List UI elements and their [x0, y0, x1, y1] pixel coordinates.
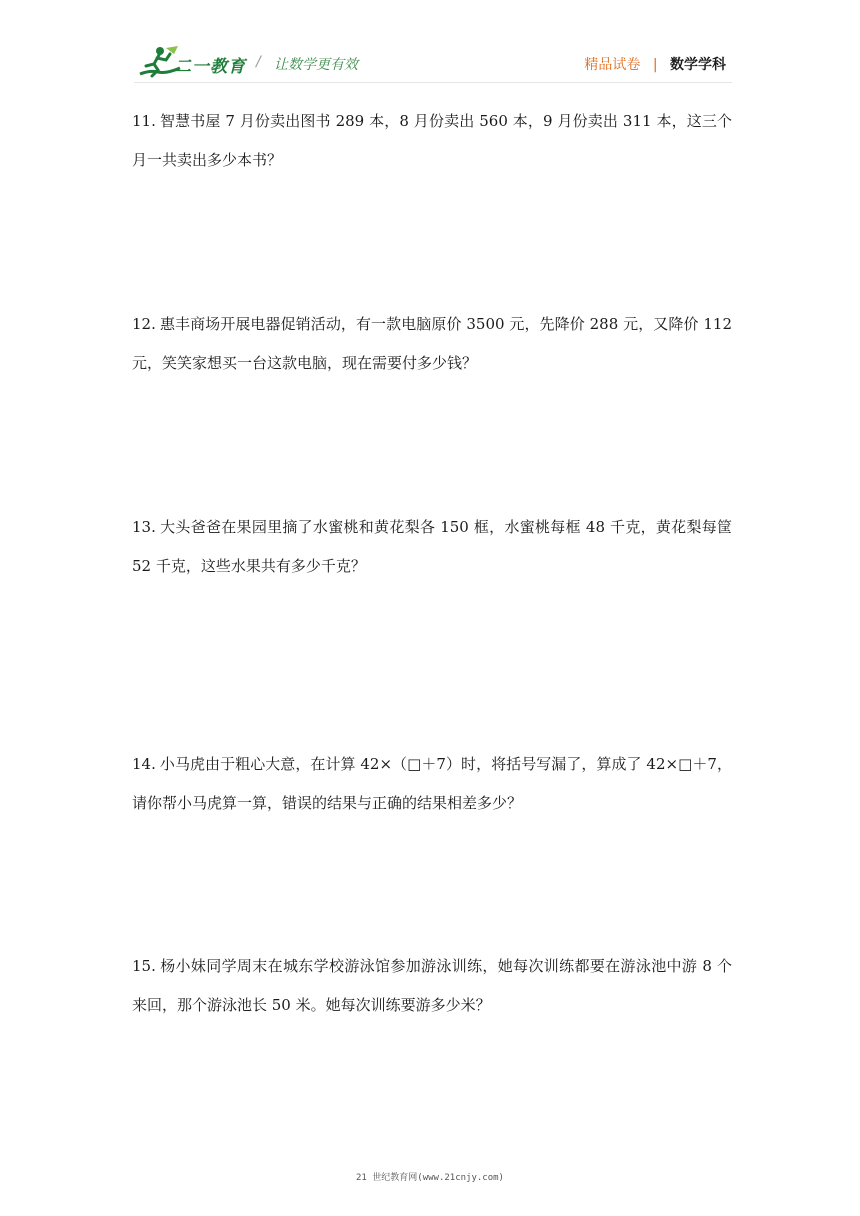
header-right — [584, 54, 726, 74]
question-11 — [132, 102, 732, 180]
brand-name: 二一教育 — [174, 57, 246, 77]
question-text: 智慧书屋 7 月份卖出图书 289 本，8 月份卖出 560 本，9 月份卖出 311 本，这三个月一共卖出多少本书？ — [132, 112, 732, 169]
question-15 — [132, 947, 732, 1025]
question-14 — [132, 745, 732, 823]
header-rule — [134, 82, 732, 83]
subject-label: 数学学科 — [670, 57, 726, 73]
question-text: 大头爸爸在果园里摘了水蜜桃和黄花梨各 150 框，水蜜桃每框 48 千克，黄花梨每筐 52 千克，这些水果共有多少千克？ — [132, 518, 732, 575]
page-footer: 21 世纪教育网(www.21cnjy.com) — [356, 1173, 504, 1183]
page-header — [0, 0, 860, 90]
question-13 — [132, 508, 732, 586]
premium-label: 精品试卷 — [584, 57, 641, 73]
question-number: 13. — [132, 518, 156, 536]
slogan: 让数学更有效 — [274, 57, 358, 73]
slogan-separator: / — [256, 54, 261, 70]
question-number: 14. — [132, 755, 156, 773]
question-text: 杨小妹同学周末在城东学校游泳馆参加游泳训练，她每次训练都要在游泳池中游 8 个来回，那个游泳池长 50 米。她每次训练要游多少米？ — [132, 957, 732, 1014]
question-number: 12. — [132, 315, 156, 333]
question-text: 小马虎由于粗心大意，在计算 42×（□＋7）时，将括号写漏了，算成了 42×□＋7，请你帮小马虎算一算，错误的结果与正确的结果相差多少？ — [132, 755, 732, 812]
question-number: 15. — [132, 957, 156, 975]
header-divider: | — [652, 57, 658, 73]
question-number: 11. — [132, 112, 156, 130]
question-text: 惠丰商场开展电器促销活动，有一款电脑原价 3500 元，先降价 288 元，又降价 112 元，笑笑家想买一台这款电脑，现在需要付多少钱？ — [132, 315, 732, 372]
question-12 — [132, 305, 732, 383]
